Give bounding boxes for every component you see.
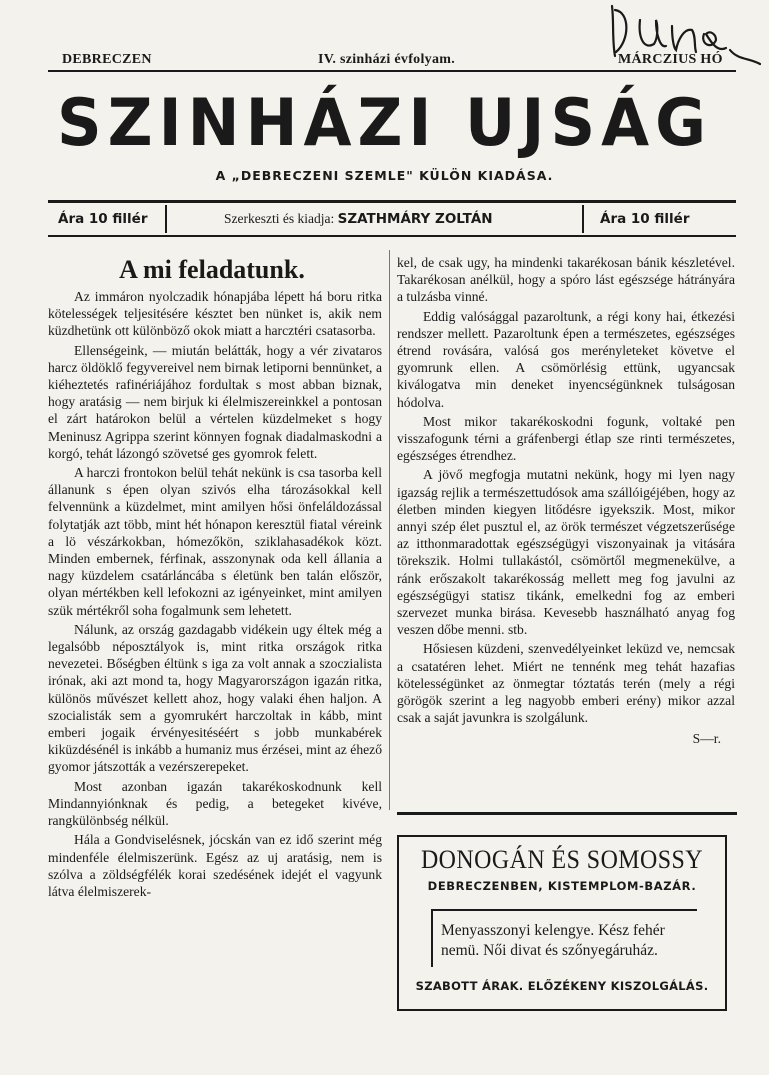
masthead-subtitle: A „DEBRECZENI SZEMLE" KÜLÖN KIADÁSA. xyxy=(215,168,554,183)
paragraph: A jövő megfogja mutatni nekünk, hogy mi lyen nagy igazság rejlik a természettudósok ama szállóigéjében, hogy az életben minden kiegyen litődésre igyekszik. Most, mikor annyi szép élet pusztul el, az örök természet végzetszerűsége az itthonmaradottak egészségügyi viszonyainak ja vitására törekszik. Holmi tullakástól, csömörtől megmenekülve, a ránk erőszakolt takarékosság mellett meg fog javulni az egészségügyi statisz tikánk, emelkedni fog az emberi szervezet munka birása. Kevesebb használható anyag fog veszen dőbe menni. stb. xyxy=(397,467,735,638)
article-column-1 xyxy=(48,288,382,902)
infobar-top-rule xyxy=(48,200,736,203)
header-city: DEBRECZEN xyxy=(62,52,152,67)
column-divider xyxy=(389,250,390,810)
paragraph: Hősiesen küzdeni, szenvedélyeinket leküzd ve, nemcsak a csatatéren lehet. Miért ne tennénk meg tehát hazafias kötelességünket az önmegtar tóztatás terén (mely a régi görögök szerint a leg nagyobb emberi erény) mikor azzal csak a saját javunkra is szolgálunk. xyxy=(397,641,735,726)
article-column-2 xyxy=(397,254,735,748)
paragraph: Ellenségeink, — miután belátták, hogy a vér zivataros harcz öldöklő fegyvereivel nem birnak letiporni bennünket, a kiéheztetés rafinériájához fordultak s most abban biznak, hogy aratásig — nem birjuk ki élelmiszereinkkel a pontosan el zárt határokon belül a vértelen küzdelmeket s hogy Meninusz Agrippa szerint könnyen fognak diadalmaskodni a korgó, tehát lázongó szövetsé ges gyomrok felett. xyxy=(48,342,382,461)
ad-company: DONOGÁN ÉS SOMOSSY xyxy=(420,845,704,874)
editor-name: SZATHMÁRY ZOLTÁN xyxy=(337,211,493,227)
article-signature: S—r. xyxy=(692,731,721,747)
paragraph: Eddig valósággal pazaroltunk, a régi kony hai, étkezési rendszer mellett. Pazaroltunk épen a természetes, egészséges étrend rovására, valósá gos merényleteket követve el gyomrunk ellen. A csömörlésig ettünk, ugyancsak kiválogatva min deneket inyencségünknek tulságosan hódolva. xyxy=(397,308,735,410)
infobar-divider-right xyxy=(582,205,584,233)
handwritten-scribble xyxy=(600,0,769,80)
infobar-bottom-rule xyxy=(48,235,736,237)
header-volume: IV. szinházi évfolyam. xyxy=(318,52,456,67)
paragraph: Az immáron nyolczadik hónapjába lépett há boru ritka kötelességek teljesitésére késztet ben nünket is, akik nem küzdhetünk ott különböző okok miatt a harcztéri csatasorba. xyxy=(48,289,382,339)
paragraph: A harczi frontokon belül tehát nekünk is csa tasorba kell állanunk s épen olyan szivós elha tározásokkal kell felvennünk a küzdelmet, mint amilyen hősi önfeláldozással folytatják azt több, mint hét hónapon keresztül fiatal véreink a lö vészárkokban, hómezőkön, sziklahasadékok közt. Minden embernek, férfinak, asszonynak oda kell állania a nagy küzdelem csatárláncába s életünk ben talán először, olyan mértékben kell lefokozni az igényeinket, mint amilyen szük mértékről soha fogalmunk sem lehetett. xyxy=(48,465,382,618)
ad-slogan: SZABOTT ÁRAK. ELŐZÉKENY KISZOLGÁLÁS. xyxy=(415,979,709,993)
header-date: MÁRCZIUS HÓ xyxy=(618,52,723,67)
paragraph: Most azonban igazán takarékoskodnunk kell Mindannyiónknak és pedig, a betegeket kivéve, rangkülönbség nélkül. xyxy=(48,778,382,829)
ad-location: DEBRECZENBEN, KISTEMPLOM-BAZÁR. xyxy=(427,879,697,893)
article-title: A mi feladatunk. xyxy=(119,255,305,284)
paragraph: Most mikor takarékoskodni fogunk, voltaké pen visszafogunk térni a gráfenbergi étlap sze rinti természetes, egészséges étrendhez. xyxy=(397,413,735,464)
masthead-title: SZINHÁZI UJSÁG xyxy=(57,84,712,161)
paragraph: Nálunk, az ország gazdagabb vidékein ugy éltek még a legalsóbb néposztályok is, mint ritka országok ritka nevezetei. Bőségben éltünk s iga za volt annak a szoczialista irónak, aki azt mond ta, hogy Magyarországon igazán ritka, különös művészet kellett ahoz, hogy valaki éhen haljon. A szocialisták sem a gyomrukért harczoltak in kább, mint emberi jogaik érvényesitéséért s jobb munkabérek kiküzdésénél is inkább a humaniz mus érzései, mint az éhező gyomor játszották a vezérszerepeket. xyxy=(48,621,382,775)
infobar-divider-left xyxy=(165,205,167,233)
ad-description: Menyasszonyi kelengye. Kész fehér nemü. Női divat és szőnyegáruház. xyxy=(431,909,697,967)
price-right: Ára 10 fillér xyxy=(600,211,690,227)
ad-top-rule xyxy=(397,812,737,815)
paragraph: Hála a Gondviselésnek, jócskán van ez idő szerint még mindenféle élelmiszerünk. Egész az uj aratásig, nem is szólva a zöldségfélék korai szedésének idejét el vagyunk látva élelmiszerek- xyxy=(48,832,382,899)
paragraph-continued: kel, de csak ugy, ha mindenki takarékosan bánik készletével. Takarékosan anélkül, hogy a spóro lást egészsége hátrányára a tulzásba vinné. xyxy=(397,255,735,305)
editor-line xyxy=(224,206,493,232)
price-left: Ára 10 fillér xyxy=(58,211,148,227)
header-rule xyxy=(48,70,736,72)
advertisement-box xyxy=(397,835,727,1011)
editor-label: Szerkeszti és kiadja: xyxy=(224,211,335,226)
